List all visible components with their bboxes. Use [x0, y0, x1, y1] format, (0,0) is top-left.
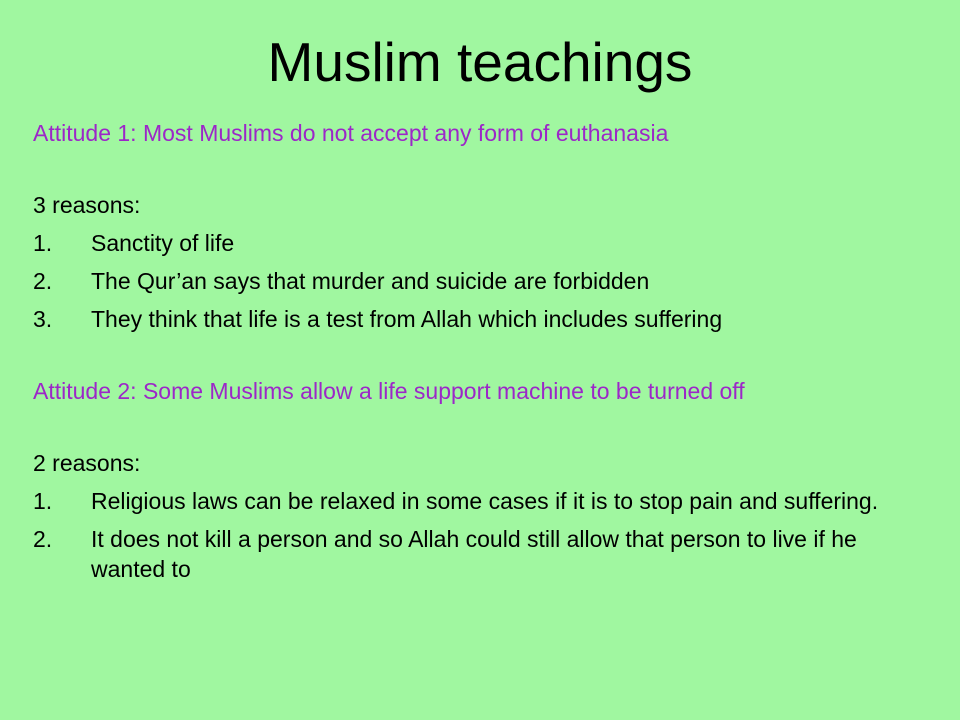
reasons-1-heading: 3 reasons: [33, 192, 141, 218]
slide-title: Muslim teachings [267, 31, 693, 93]
spacer [33, 148, 923, 190]
list-item [33, 266, 923, 296]
slide-content [33, 118, 923, 584]
list-number: 2. [33, 526, 53, 552]
list-item-text: They think that life is a test from Allah which includes suffering [91, 306, 723, 332]
list-item-text: It does not kill a person and so Allah could still allow that person to live if he wanted to [91, 526, 857, 582]
list-item-text: Sanctity of life [91, 230, 235, 256]
list-number: 1. [33, 488, 53, 514]
list-item [33, 524, 923, 584]
reasons-2-list [33, 486, 923, 584]
attitude-1: Attitude 1: Most Muslims do not accept any form of euthanasia [33, 120, 669, 146]
spacer [33, 334, 923, 376]
reasons-1-list [33, 228, 923, 334]
reasons-2-heading: 2 reasons: [33, 450, 141, 476]
attitude-2: Attitude 2: Some Muslims allow a life support machine to be turned off [33, 378, 745, 404]
list-item [33, 486, 923, 516]
spacer [33, 406, 923, 448]
list-item-text: The Qur’an says that murder and suicide are forbidden [91, 268, 650, 294]
list-item [33, 304, 923, 334]
list-item-text: Religious laws can be relaxed in some cases if it is to stop pain and suffering. [91, 488, 879, 514]
list-number: 1. [33, 230, 53, 256]
list-item [33, 228, 923, 258]
list-number: 2. [33, 268, 53, 294]
list-number: 3. [33, 306, 53, 332]
